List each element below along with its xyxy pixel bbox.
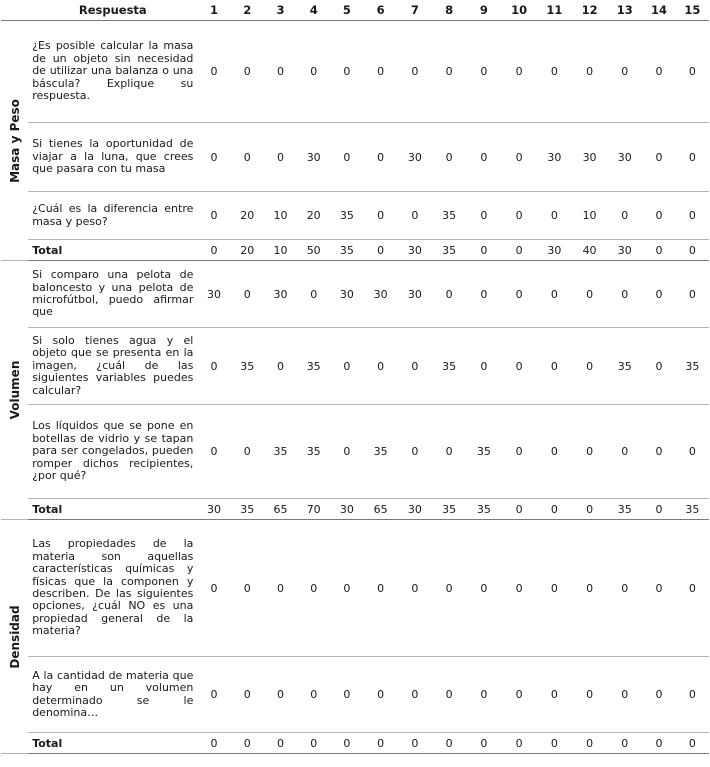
value-cell: 0	[432, 261, 466, 328]
value-cell: 0	[231, 261, 264, 328]
total-value: 0	[364, 733, 398, 754]
header-respuesta: Respuesta	[28, 0, 197, 21]
value-cell: 0	[537, 520, 572, 657]
value-cell: 0	[676, 123, 709, 192]
total-value: 0	[572, 499, 607, 520]
value-cell: 0	[537, 261, 572, 328]
results-table	[1, 0, 709, 754]
total-value: 70	[297, 499, 330, 520]
header-col: 6	[364, 0, 398, 21]
total-value: 0	[607, 733, 642, 754]
total-label: Total	[28, 733, 197, 754]
total-value: 30	[537, 240, 572, 261]
question-text: Si comparo una pelota de baloncesto y una pelota de microfútbol, puedo afirmar que	[32, 268, 194, 319]
total-value: 40	[572, 240, 607, 261]
value-cell: 0	[572, 657, 607, 733]
total-value: 0	[676, 733, 709, 754]
header-col: 8	[432, 0, 466, 21]
value-cell: 0	[398, 657, 432, 733]
value-cell: 0	[642, 657, 675, 733]
section-masa-y-peso	[1, 21, 28, 261]
total-value: 30	[197, 499, 230, 520]
value-cell: 0	[676, 21, 709, 123]
value-cell: 0	[572, 405, 607, 499]
question-cell	[28, 405, 197, 499]
value-cell: 0	[642, 405, 675, 499]
total-value: 0	[197, 733, 230, 754]
value-cell: 0	[432, 123, 466, 192]
total-value: 30	[398, 499, 432, 520]
value-cell: 0	[398, 405, 432, 499]
value-cell: 35	[297, 405, 330, 499]
question-text: ¿Cuál es la diferencia entre masa y peso?	[32, 202, 194, 228]
value-cell: 0	[432, 520, 466, 657]
value-cell: 0	[676, 657, 709, 733]
value-cell: 0	[330, 520, 363, 657]
question-cell	[28, 192, 197, 240]
value-cell: 0	[297, 21, 330, 123]
question-row	[1, 405, 709, 499]
value-cell: 0	[642, 192, 675, 240]
value-cell: 0	[466, 657, 501, 733]
total-value: 30	[398, 240, 432, 261]
section-volumen	[1, 261, 28, 520]
total-value: 0	[501, 240, 536, 261]
header-col: 12	[572, 0, 607, 21]
total-value: 50	[297, 240, 330, 261]
section-densidad	[1, 520, 28, 754]
header-row	[1, 0, 709, 21]
value-cell: 0	[264, 520, 297, 657]
value-cell: 20	[231, 192, 264, 240]
total-value: 35	[330, 240, 363, 261]
value-cell: 0	[432, 21, 466, 123]
value-cell: 35	[264, 405, 297, 499]
value-cell: 0	[297, 261, 330, 328]
header-col: 7	[398, 0, 432, 21]
value-cell: 0	[501, 261, 536, 328]
value-cell: 35	[676, 328, 709, 405]
value-cell: 0	[231, 405, 264, 499]
value-cell: 0	[572, 520, 607, 657]
total-value: 0	[264, 733, 297, 754]
value-cell: 0	[432, 657, 466, 733]
value-cell: 30	[572, 123, 607, 192]
question-row	[1, 657, 709, 733]
value-cell: 30	[197, 261, 230, 328]
value-cell: 0	[607, 21, 642, 123]
value-cell: 0	[197, 21, 230, 123]
value-cell: 0	[197, 657, 230, 733]
total-value: 0	[398, 733, 432, 754]
value-cell: 0	[364, 123, 398, 192]
value-cell: 0	[501, 123, 536, 192]
value-cell: 0	[330, 657, 363, 733]
total-label: Total	[28, 240, 197, 261]
value-cell: 30	[607, 123, 642, 192]
value-cell: 0	[231, 520, 264, 657]
value-cell: 0	[264, 123, 297, 192]
value-cell: 0	[466, 192, 501, 240]
value-cell: 0	[642, 261, 675, 328]
total-value: 0	[432, 733, 466, 754]
value-cell: 35	[364, 405, 398, 499]
value-cell: 35	[432, 328, 466, 405]
value-cell: 0	[197, 405, 230, 499]
total-value: 35	[466, 499, 501, 520]
section-label: Masa y Peso	[7, 98, 22, 183]
value-cell: 0	[297, 520, 330, 657]
value-cell: 0	[501, 21, 536, 123]
total-row	[1, 733, 709, 754]
question-cell	[28, 21, 197, 123]
total-value: 35	[607, 499, 642, 520]
value-cell: 0	[364, 520, 398, 657]
total-value: 0	[501, 499, 536, 520]
value-cell: 0	[398, 520, 432, 657]
question-cell	[28, 261, 197, 328]
value-cell: 0	[676, 261, 709, 328]
total-value: 0	[297, 733, 330, 754]
value-cell: 0	[398, 192, 432, 240]
value-cell: 0	[537, 192, 572, 240]
header-corner	[1, 0, 28, 21]
total-value: 10	[264, 240, 297, 261]
value-cell: 35	[466, 405, 501, 499]
total-value: 0	[537, 499, 572, 520]
question-text: ¿Es posible calcular la masa de un objeto sin necesidad de utilizar una balanza o una báscula? Explique su respuesta.	[32, 39, 194, 103]
question-cell	[28, 520, 197, 657]
value-cell: 30	[537, 123, 572, 192]
question-row	[1, 328, 709, 405]
value-cell: 0	[537, 21, 572, 123]
question-row	[1, 192, 709, 240]
question-text: Si tienes la oportunidad de viajar a la luna, que crees que pasara con tu masa	[32, 137, 194, 176]
value-cell: 0	[607, 657, 642, 733]
value-cell: 0	[466, 261, 501, 328]
value-cell: 0	[231, 657, 264, 733]
value-cell: 35	[432, 192, 466, 240]
total-value: 35	[432, 499, 466, 520]
value-cell: 20	[297, 192, 330, 240]
total-value: 0	[642, 240, 675, 261]
total-row	[1, 240, 709, 261]
section-label: Densidad	[7, 604, 22, 669]
total-value: 0	[231, 733, 264, 754]
value-cell: 0	[364, 657, 398, 733]
question-cell	[28, 328, 197, 405]
question-row	[1, 21, 709, 123]
value-cell: 0	[466, 123, 501, 192]
question-cell	[28, 657, 197, 733]
total-value: 30	[607, 240, 642, 261]
value-cell: 0	[297, 657, 330, 733]
total-row	[1, 499, 709, 520]
value-cell: 0	[432, 405, 466, 499]
question-text: Las propiedades de la materia son aquellas características químicas y físicas que la componen y describen. De las siguientes opciones, ¿cuál NO es una propiedad general de la materia?	[32, 537, 194, 638]
value-cell: 0	[231, 21, 264, 123]
value-cell: 0	[501, 657, 536, 733]
header-col: 9	[466, 0, 501, 21]
total-value: 0	[572, 733, 607, 754]
value-cell: 35	[231, 328, 264, 405]
value-cell: 0	[231, 123, 264, 192]
header-col: 2	[231, 0, 264, 21]
value-cell: 35	[607, 328, 642, 405]
value-cell: 30	[297, 123, 330, 192]
question-row	[1, 520, 709, 657]
value-cell: 0	[642, 520, 675, 657]
value-cell: 0	[501, 520, 536, 657]
value-cell: 0	[264, 21, 297, 123]
value-cell: 30	[330, 261, 363, 328]
value-cell: 0	[197, 192, 230, 240]
question-text: Los líquidos que se pone en botellas de vidrio y se tapan para ser congelados, pueden romper dichos recipientes, ¿por qué?	[32, 419, 194, 483]
value-cell: 10	[264, 192, 297, 240]
value-cell: 0	[364, 21, 398, 123]
header-col: 15	[676, 0, 709, 21]
total-value: 0	[466, 240, 501, 261]
total-value: 0	[197, 240, 230, 261]
total-label: Total	[28, 499, 197, 520]
value-cell: 0	[466, 21, 501, 123]
total-value: 0	[466, 733, 501, 754]
value-cell: 0	[364, 328, 398, 405]
section-label: Volumen	[7, 360, 22, 420]
total-value: 0	[330, 733, 363, 754]
value-cell: 0	[501, 405, 536, 499]
header-col: 11	[537, 0, 572, 21]
total-value: 35	[231, 499, 264, 520]
value-cell: 0	[330, 123, 363, 192]
value-cell: 30	[364, 261, 398, 328]
total-value: 20	[231, 240, 264, 261]
value-cell: 10	[572, 192, 607, 240]
header-col: 4	[297, 0, 330, 21]
value-cell: 0	[642, 328, 675, 405]
value-cell: 0	[676, 192, 709, 240]
value-cell: 0	[537, 657, 572, 733]
value-cell: 0	[197, 520, 230, 657]
value-cell: 0	[398, 21, 432, 123]
value-cell: 0	[572, 261, 607, 328]
value-cell: 0	[537, 328, 572, 405]
total-value: 65	[264, 499, 297, 520]
total-value: 0	[364, 240, 398, 261]
total-value: 0	[642, 733, 675, 754]
question-row	[1, 123, 709, 192]
value-cell: 30	[398, 261, 432, 328]
value-cell: 0	[501, 192, 536, 240]
value-cell: 0	[330, 405, 363, 499]
value-cell: 0	[642, 21, 675, 123]
total-value: 35	[432, 240, 466, 261]
header-col: 13	[607, 0, 642, 21]
header-col: 1	[197, 0, 230, 21]
total-value: 35	[676, 499, 709, 520]
value-cell: 0	[501, 328, 536, 405]
value-cell: 35	[330, 192, 363, 240]
value-cell: 0	[676, 520, 709, 657]
value-cell: 0	[330, 21, 363, 123]
question-text: Si solo tienes agua y el objeto que se presenta en la imagen, ¿cuál de las siguientes variables puedes calcular?	[32, 333, 194, 397]
question-cell	[28, 123, 197, 192]
total-value: 0	[642, 499, 675, 520]
value-cell: 0	[264, 328, 297, 405]
value-cell: 0	[197, 123, 230, 192]
value-cell: 0	[642, 123, 675, 192]
value-cell: 30	[398, 123, 432, 192]
header-col: 5	[330, 0, 363, 21]
value-cell: 0	[607, 261, 642, 328]
total-value: 0	[537, 733, 572, 754]
value-cell: 0	[264, 657, 297, 733]
value-cell: 0	[572, 21, 607, 123]
header-col: 14	[642, 0, 675, 21]
value-cell: 0	[607, 405, 642, 499]
total-value: 65	[364, 499, 398, 520]
value-cell: 0	[676, 405, 709, 499]
header-col: 10	[501, 0, 536, 21]
value-cell: 0	[364, 192, 398, 240]
value-cell: 0	[398, 328, 432, 405]
value-cell: 0	[466, 328, 501, 405]
total-value: 0	[501, 733, 536, 754]
header-col: 3	[264, 0, 297, 21]
value-cell: 30	[264, 261, 297, 328]
value-cell: 0	[197, 328, 230, 405]
total-value: 30	[330, 499, 363, 520]
value-cell: 0	[607, 520, 642, 657]
value-cell: 0	[466, 520, 501, 657]
question-row	[1, 261, 709, 328]
value-cell: 35	[297, 328, 330, 405]
total-value: 0	[676, 240, 709, 261]
value-cell: 0	[572, 328, 607, 405]
value-cell: 0	[607, 192, 642, 240]
value-cell: 0	[330, 328, 363, 405]
value-cell: 0	[537, 405, 572, 499]
question-text: A la cantidad de materia que hay en un volumen determinado se le denomina…	[32, 668, 194, 719]
